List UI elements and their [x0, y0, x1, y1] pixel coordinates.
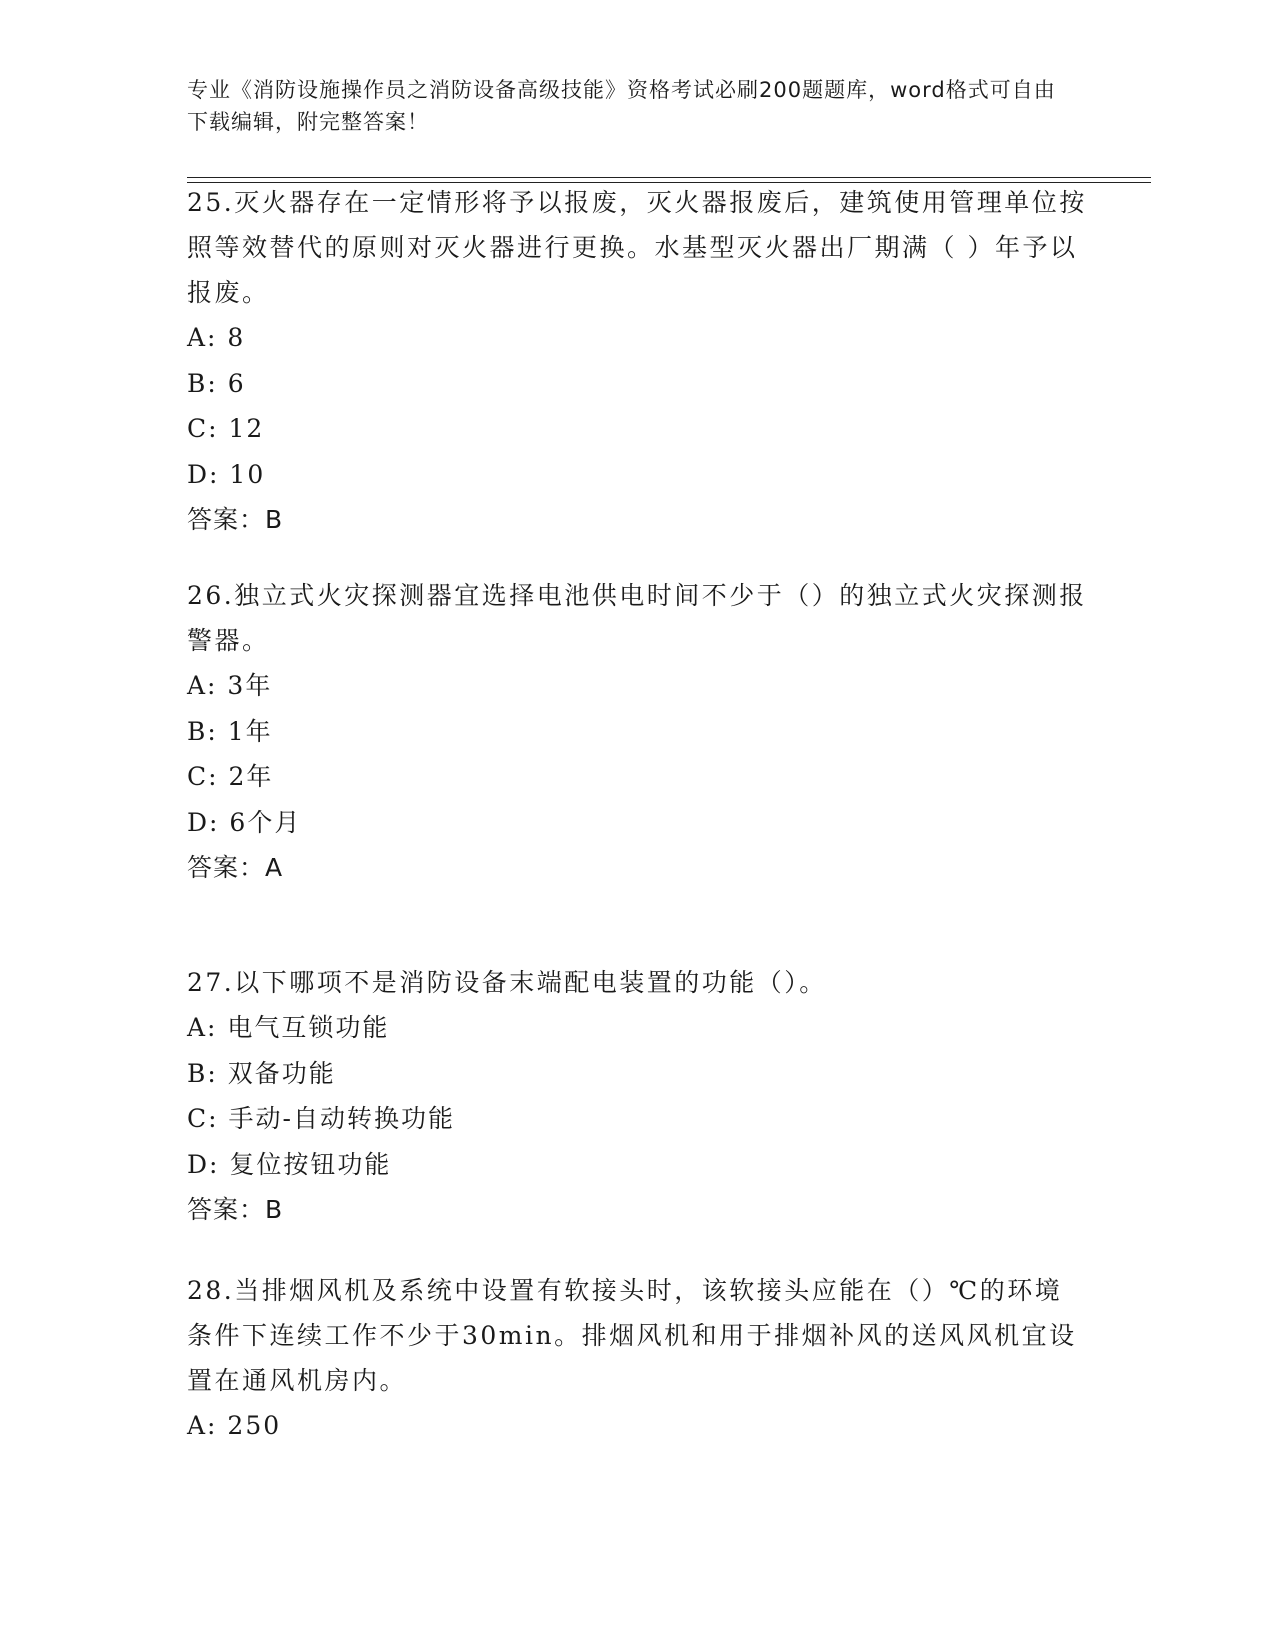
option-d: D: 6个月 — [187, 807, 302, 837]
header-divider-top — [187, 177, 1151, 178]
option-a: A: 3年 — [187, 671, 273, 700]
question-stem: 27.以下哪项不是消防设备末端配电装置的功能（）。 — [187, 968, 827, 997]
option-d: D: 10 — [187, 459, 266, 489]
option-b: B: 1年 — [187, 716, 273, 746]
option-d: D: 复位按钮功能 — [187, 1149, 392, 1179]
option-c: C: 2年 — [187, 762, 274, 791]
document-header: 专业《消防设施操作员之消防设备高级技能》资格考试必刷200题题库，word格式可自由下载编辑，附完整答案！ — [187, 78, 1056, 134]
answer: 答案：A — [187, 853, 284, 882]
question-27 — [187, 960, 1087, 1233]
question-26 — [187, 573, 1087, 891]
option-a: A: 8 — [187, 323, 246, 352]
option-a: A: 电气互锁功能 — [187, 1013, 390, 1042]
option-c: C: 手动-自动转换功能 — [187, 1104, 455, 1133]
option-c: C: 12 — [187, 414, 265, 443]
question-stem: 25.灭火器存在一定情形将予以报废，灭火器报废后，建筑使用管理单位按照等效替代的原则对灭火器进行更换。水基型灭火器出厂期满（ ）年予以报废。 — [187, 188, 1087, 307]
option-b: B: 双备功能 — [187, 1058, 336, 1088]
answer: 答案：B — [187, 505, 284, 534]
option-a: A: 250 — [187, 1411, 282, 1440]
option-b: B: 6 — [187, 368, 246, 398]
question-28 — [187, 1268, 1087, 1449]
answer: 答案：B — [187, 1195, 284, 1224]
question-stem: 28.当排烟风机及系统中设置有软接头时，该软接头应能在（）℃的环境条件下连续工作不少于30min。排烟风机和用于排烟补风的送风风机宜设置在通风机房内。 — [187, 1276, 1077, 1395]
question-stem: 26.独立式火灾探测器宜选择电池供电时间不少于（）的独立式火灾探测报警器。 — [187, 581, 1087, 655]
question-25 — [187, 180, 1087, 543]
